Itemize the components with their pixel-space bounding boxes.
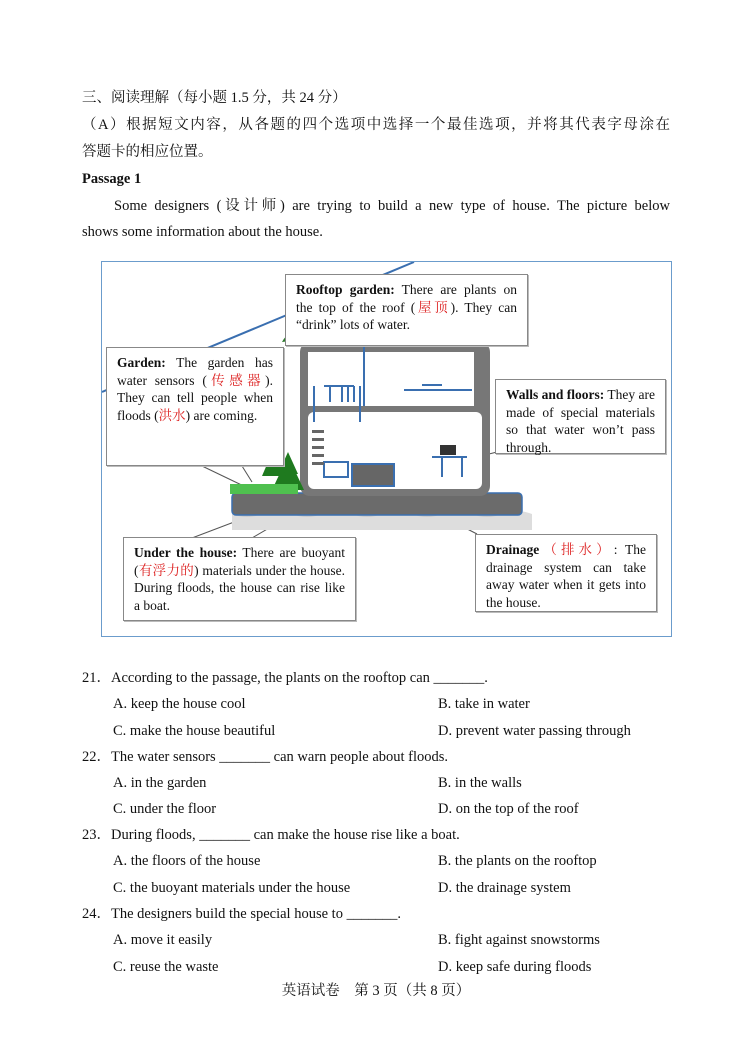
option-d[interactable]: D. prevent water passing through xyxy=(438,722,631,739)
callout-text: The garden has water sensors ( xyxy=(117,355,273,388)
callout-gloss: （排水） xyxy=(539,542,614,557)
callout-text: ). They can “drink” lots of water. xyxy=(296,299,518,332)
option-d[interactable]: D. the drainage system xyxy=(438,879,571,896)
passage-intro: shows some information about the house. xyxy=(82,224,323,240)
callout-title: Rooftop garden: xyxy=(296,282,395,297)
callout-walls-floors xyxy=(495,379,666,454)
question-stem: 24．The designers build the special house to _______. xyxy=(82,906,401,923)
option-c[interactable]: C. the buoyant materials under the house xyxy=(113,879,351,896)
passage-intro: Some designers (设计师) are trying to build a new type of house. The picture below xyxy=(114,198,670,214)
option-a[interactable]: A. move it easily xyxy=(113,932,213,949)
option-b[interactable]: B. in the walls xyxy=(438,774,522,791)
option-b[interactable]: B. fight against snowstorms xyxy=(438,932,600,949)
callout-drainage xyxy=(475,534,657,612)
option-c[interactable]: C. make the house beautiful xyxy=(113,722,276,739)
question-stem: 22．The water sensors _______ can warn people about floods. xyxy=(82,748,449,765)
option-a[interactable]: A. in the garden xyxy=(113,774,207,791)
option-a[interactable]: A. the floors of the house xyxy=(113,853,261,870)
callout-garden xyxy=(106,347,284,466)
callout-title: Garden: xyxy=(117,355,166,370)
callout-text: There are plants on the top of the roof ( xyxy=(296,282,517,315)
page-footer: 英语试卷 第 3 页（共 8 页） xyxy=(281,983,471,999)
callout-title: Walls and floors: xyxy=(506,387,605,402)
callout-gloss: 洪水 xyxy=(158,407,186,423)
callout-title: Under the house: xyxy=(134,545,238,560)
passage-title: Passage 1 xyxy=(82,171,142,187)
option-a[interactable]: A. keep the house cool xyxy=(113,696,246,712)
callout-gloss: 传感器 xyxy=(206,372,266,388)
option-b[interactable]: B. the plants on the rooftop xyxy=(438,853,597,870)
section-title: 三、阅读理解（每小题 1.5 分，共 24 分） xyxy=(82,90,347,106)
house-diagram xyxy=(101,261,672,637)
option-c[interactable]: C. reuse the waste xyxy=(113,958,219,975)
question-stem: 23．During floods, _______ can make the house rise like a boat. xyxy=(82,827,460,844)
option-d[interactable]: D. keep safe during floods xyxy=(438,958,592,975)
callout-title: Drainage xyxy=(486,542,540,557)
callout-rooftop-garden xyxy=(285,274,528,346)
instruction-line: （A）根据短文内容，从各题的四个选项中选择一个最佳选项，并将其代表字母涂在 xyxy=(82,117,670,133)
callout-text: ) are coming. xyxy=(185,407,258,423)
option-d[interactable]: D. on the top of the roof xyxy=(438,801,579,818)
callout-text: They are made of special materials so that water won’t pass through. xyxy=(506,387,655,455)
option-c[interactable]: C. under the floor xyxy=(113,801,217,818)
callout-gloss: 屋顶 xyxy=(415,299,451,315)
callout-text: ). They can tell people when floods ( xyxy=(117,372,273,423)
instruction-line: 答题卡的相应位置。 xyxy=(82,144,213,160)
callout-under-house xyxy=(123,537,356,621)
callout-text: ) materials under the house. During floods, the house can rise like a boat. xyxy=(134,562,345,613)
callout-text: There are buoyant ( xyxy=(134,545,345,578)
callout-text: : The drainage system can take away water when it gets into the house. xyxy=(486,542,646,610)
callout-gloss: 有浮力的 xyxy=(138,562,195,578)
option-b[interactable]: B. take in water xyxy=(438,696,530,712)
question-stem: 21．According to the passage, the plants on the rooftop can _______. xyxy=(82,670,488,686)
